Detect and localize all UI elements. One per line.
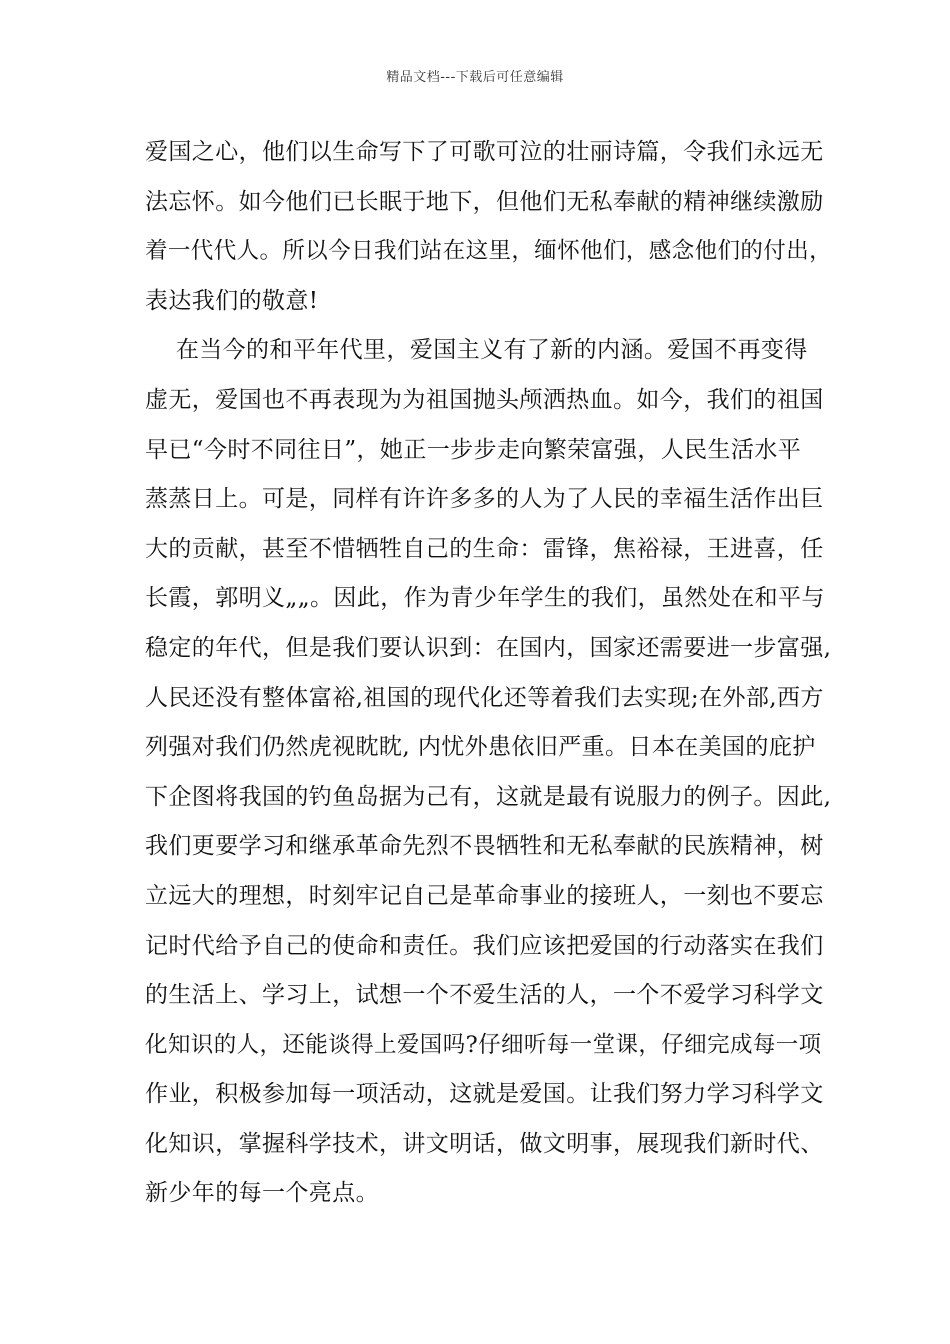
text-line: 表达我们的敬意! xyxy=(145,287,319,314)
text-line: 新少年的每一个亮点。 xyxy=(145,1180,379,1207)
text-line: 虚无，爱国也不再表现为为祖国抛头颅洒热血。如今，我们的祖国 xyxy=(145,386,824,413)
text-line: 记时代给予自己的使命和责任。我们应该把爱国的行动落实在我们 xyxy=(145,932,824,959)
text-line: 人民还没有整体富裕,祖国的现代化还等着我们去实现;在外部,西方 xyxy=(145,684,824,711)
text-line: 法忘怀。如今他们已长眠于地下，但他们无私奉献的精神继续激励 xyxy=(145,188,824,215)
text-line: 蒸蒸日上。可是，同样有许许多多的人为了人民的幸福生活作出巨 xyxy=(145,486,824,513)
text-line: 长霞，郭明义„„。因此，作为青少年学生的我们，虽然处在和平与 xyxy=(145,585,825,612)
text-line: 着一代代人。所以今日我们站在这里，缅怀他们，感念他们的付出， xyxy=(145,238,833,265)
body-text xyxy=(145,128,833,1219)
text-line: 的生活上、学习上，试想一个不爱生活的人，一个不爱学习科学文 xyxy=(145,982,824,1009)
text-line: 列强对我们仍然虎视眈眈, 内忧外患依旧严重。日本在美国的庇护 xyxy=(145,734,816,761)
text-line: 我们更要学习和继承革命先烈不畏牺牲和无私奉献的民族精神，树 xyxy=(145,833,824,860)
text-line: 大的贡献，甚至不惜牺牲自己的生命：雷锋，焦裕禄，王进喜，任 xyxy=(145,535,824,562)
text-line: 下企图将我国的钓鱼岛据为己有，这就是最有说服力的例子。因此, xyxy=(145,783,832,810)
page-header: 精品文档---下载后可任意编辑 xyxy=(386,70,564,85)
paragraph-start-line: 在当今的和平年代里，爱国主义有了新的内涵。爱国不再变得 xyxy=(145,337,808,364)
text-line: 爱国之心，他们以生命写下了可歌可泣的壮丽诗篇，令我们永远无 xyxy=(145,139,824,165)
text-line: 稳定的年代，但是我们要认识到：在国内，国家还需要进一步富强, xyxy=(145,634,832,661)
text-line: 立远大的理想，时刻牢记自己是革命事业的接班人，一刻也不要忘 xyxy=(145,882,824,909)
text-line: 化知识，掌握科学技术，讲文明话，做文明事，展现我们新时代、 xyxy=(145,1130,824,1157)
text-line: 作业，积极参加每一项活动，这就是爱国。让我们努力学习科学文 xyxy=(145,1081,824,1108)
text-line: 化知识的人，还能谈得上爱国吗?仔细听每一堂课，仔细完成每一项 xyxy=(145,1031,822,1058)
text-line: 早已“今时不同往日”，她正一步步走向繁荣富强，人民生活水平 xyxy=(145,436,802,463)
